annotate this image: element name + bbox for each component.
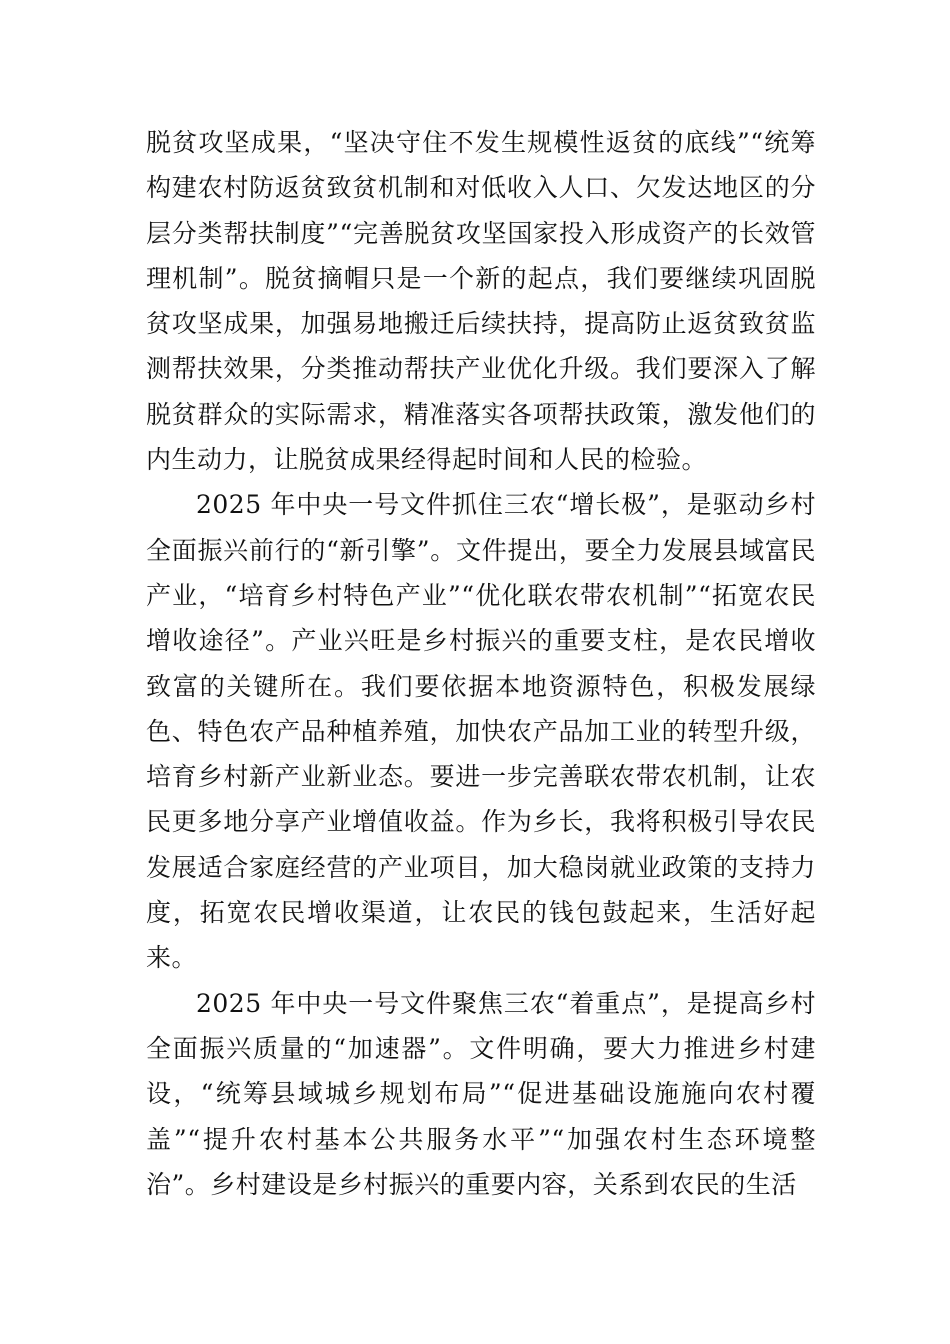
paragraph-focus-point: 2025 年中央一号文件聚焦三农“着重点”，是提高乡村全面振兴质量的“加速器”。文件明确，要大力推进乡村建设，“统筹县域城乡规划布局”“促进基础设施施向农村覆盖”“提升农村基本公共服务水平”“加强农村生态环境整治”。乡村建设是乡村振兴的重要内容，关系到农民的生活 bbox=[146, 988, 816, 1199]
paragraph-growth-pole: 2025 年中央一号文件抓住三农“增长极”，是驱动乡村全面振兴前行的“新引擎”。文件提出，要全力发展县域富民产业，“培育乡村特色产业”“优化联农带农机制”“拓宽农民增收途径”。产业兴旺是乡村振兴的重要支柱，是农民增收致富的关键所在。我们要依据本地资源特色，积极发展绿色、特色农产品种植养殖，加快农产品加工业的转型升级，培育乡村新产业新业态。要进一步完善联农带农机制，让农民更多地分享产业增值收益。作为乡长，我将积极引导农民发展适合家庭经营的产业项目，加大稳岗就业政策的支持力度，拓宽农民增收渠道，让农民的钱包鼓起来，生活好起来。 bbox=[146, 490, 816, 973]
body-text bbox=[146, 120, 816, 1207]
paragraph-continuation: 脱贫攻坚成果，“坚决守住不发生规模性返贫的底线”“统筹构建农村防返贫致贫机制和对低收入人口、欠发达地区的分层分类帮扶制度”“完善脱贫攻坚国家投入形成资产的长效管理机制”。脱贫摘帽只是一个新的起点，我们要继续巩固脱贫攻坚成果，加强易地搬迁后续扶持，提高防止返贫致贫监测帮扶效果，分类推动帮扶产业优化升级。我们要深入了解脱贫群众的实际需求，精准落实各项帮扶政策，激发他们的内生动力，让脱贫成果经得起时间和人民的检验。 bbox=[146, 128, 816, 475]
